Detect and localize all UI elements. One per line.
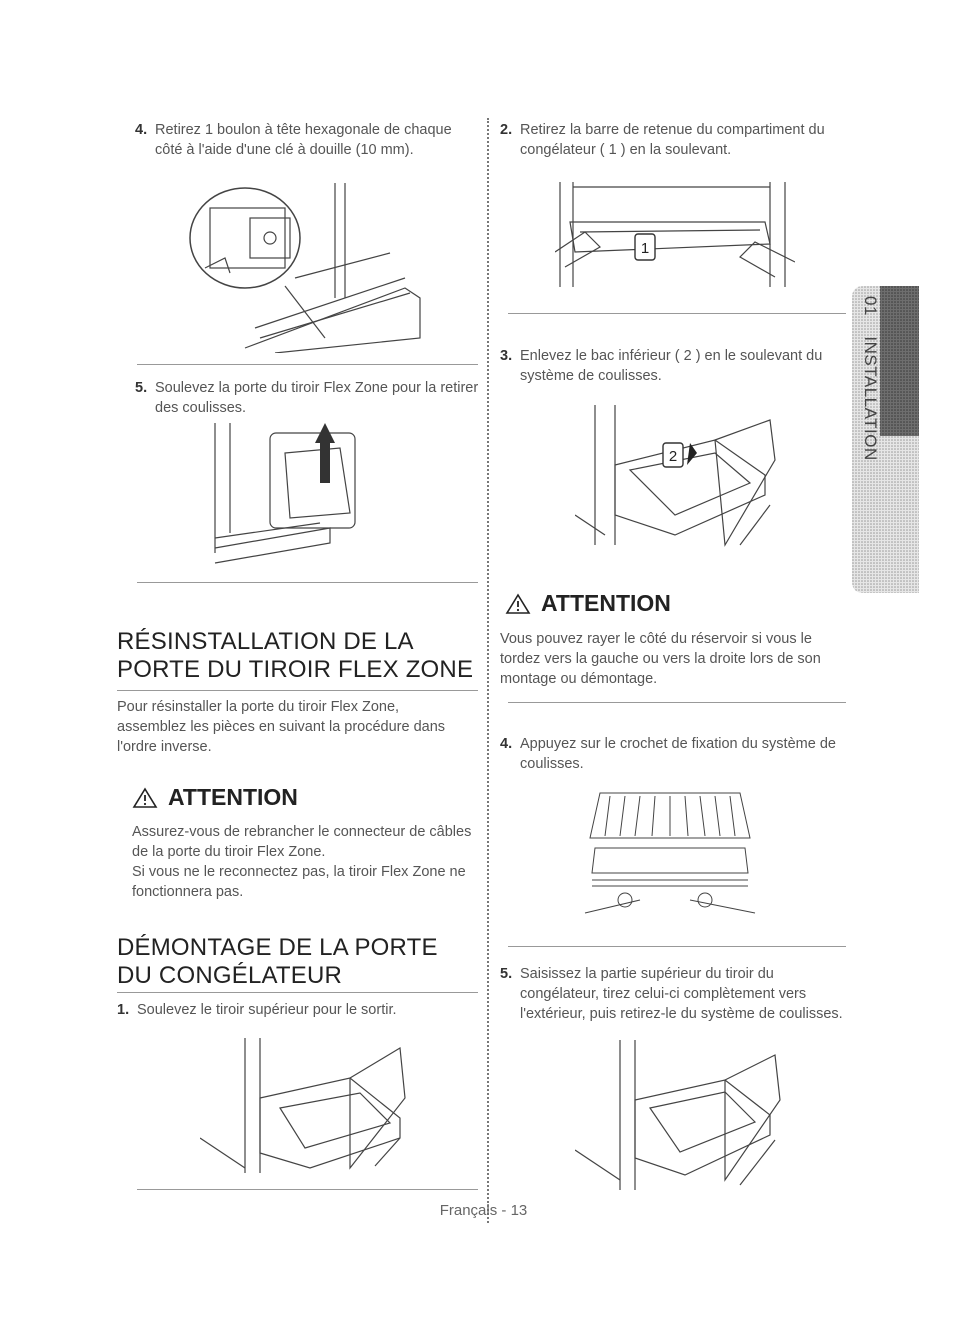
- attention-title: ATTENTION: [541, 590, 671, 616]
- callout-1: 1: [640, 240, 650, 257]
- step-number: 1.: [117, 1002, 130, 1018]
- attention-heading-right: [505, 590, 671, 617]
- divider: [508, 702, 846, 703]
- attention-body-right: Vous pouvez rayer le côté du réservoir si vous le tordez vers la gauche ou vers la droite lors de son montage ou démontage.: [500, 631, 821, 687]
- attention-heading-left: [132, 784, 298, 811]
- right-step-4: [500, 734, 845, 774]
- divider: [117, 690, 478, 691]
- left-step-5: [135, 378, 480, 418]
- freezer-drawer-removal-illustration: [575, 1040, 785, 1190]
- drawer-pull-out-illustration: [200, 1038, 415, 1173]
- title-line: DÉMONTAGE DE LA PORTE: [117, 934, 438, 961]
- warning-icon: [132, 787, 158, 809]
- reinstall-body: Pour résinstaller la porte du tiroir Flex Zone, assemblez les pièces en suivant la procédure dans l'ordre inverse.: [117, 699, 446, 755]
- attention-body-left: [132, 822, 472, 902]
- attention-line: Assurez-vous de rebrancher le connecteur de câbles de la porte du tiroir Flex Zone.: [132, 824, 472, 860]
- step-number: 5.: [500, 966, 513, 982]
- step-text: Soulevez la porte du tiroir Flex Zone pour la retirer des coulisses.: [155, 380, 479, 416]
- slide-hook-illustration: [580, 788, 760, 918]
- attention-line: Si vous ne le reconnectez pas, la tiroir Flex Zone ne fonctionnera pas.: [132, 864, 466, 900]
- retaining-bar-illustration: [555, 182, 795, 292]
- divider: [137, 364, 478, 365]
- left-step-4: [135, 120, 480, 160]
- left-step-1: [117, 1000, 477, 1020]
- warning-icon: [505, 593, 531, 615]
- page-footer: Français - 13: [439, 1202, 528, 1219]
- title-line: PORTE DU TIROIR FLEX ZONE: [117, 656, 474, 683]
- divider: [117, 992, 478, 993]
- title-line: RÉSINSTALLATION DE LA: [117, 628, 414, 655]
- callout-2: 2: [668, 448, 678, 465]
- section-title-reinstall: [117, 628, 487, 684]
- right-step-3: [500, 346, 845, 386]
- step-text: Retirez la barre de retenue du compartiment du congélateur ( 1 ) en la soulevant.: [520, 122, 825, 158]
- flex-zone-door-illustration: [210, 423, 370, 568]
- divider: [508, 313, 846, 314]
- attention-title: ATTENTION: [168, 784, 298, 810]
- divider: [137, 582, 478, 583]
- chapter-tab-label: [854, 290, 884, 461]
- step-text: Enlevez le bac inférieur ( 2 ) en le soulevant du système de coulisses.: [520, 348, 823, 384]
- step-text: Soulevez le tiroir supérieur pour le sortir.: [137, 1002, 397, 1018]
- section-title-freezer: [117, 934, 487, 990]
- divider: [137, 1189, 478, 1190]
- step-number: 3.: [500, 348, 513, 364]
- chapter-name: INSTALLATION: [861, 336, 880, 461]
- chapter-number: 01: [861, 296, 880, 316]
- right-step-5: [500, 964, 845, 1024]
- bolt-removal-illustration: [185, 178, 425, 353]
- step-text: Saisissez la partie supérieur du tiroir du congélateur, tirez celui-ci complètement vers l'extérieur, puis retirez-le du système de coulisses.: [520, 966, 843, 1022]
- divider: [508, 946, 846, 947]
- step-number: 5.: [135, 380, 148, 396]
- step-number: 2.: [500, 122, 513, 138]
- step-number: 4.: [500, 736, 513, 752]
- step-number: 4.: [135, 122, 148, 138]
- lower-bin-illustration: [575, 405, 785, 555]
- step-text: Retirez 1 boulon à tête hexagonale de chaque côté à l'aide d'une clé à douille (10 mm).: [155, 122, 452, 158]
- right-step-2: [500, 120, 845, 160]
- step-text: Appuyez sur le crochet de fixation du système de coulisses.: [520, 736, 836, 772]
- title-line: DU CONGÉLATEUR: [117, 962, 343, 989]
- column-separator: [487, 118, 489, 1223]
